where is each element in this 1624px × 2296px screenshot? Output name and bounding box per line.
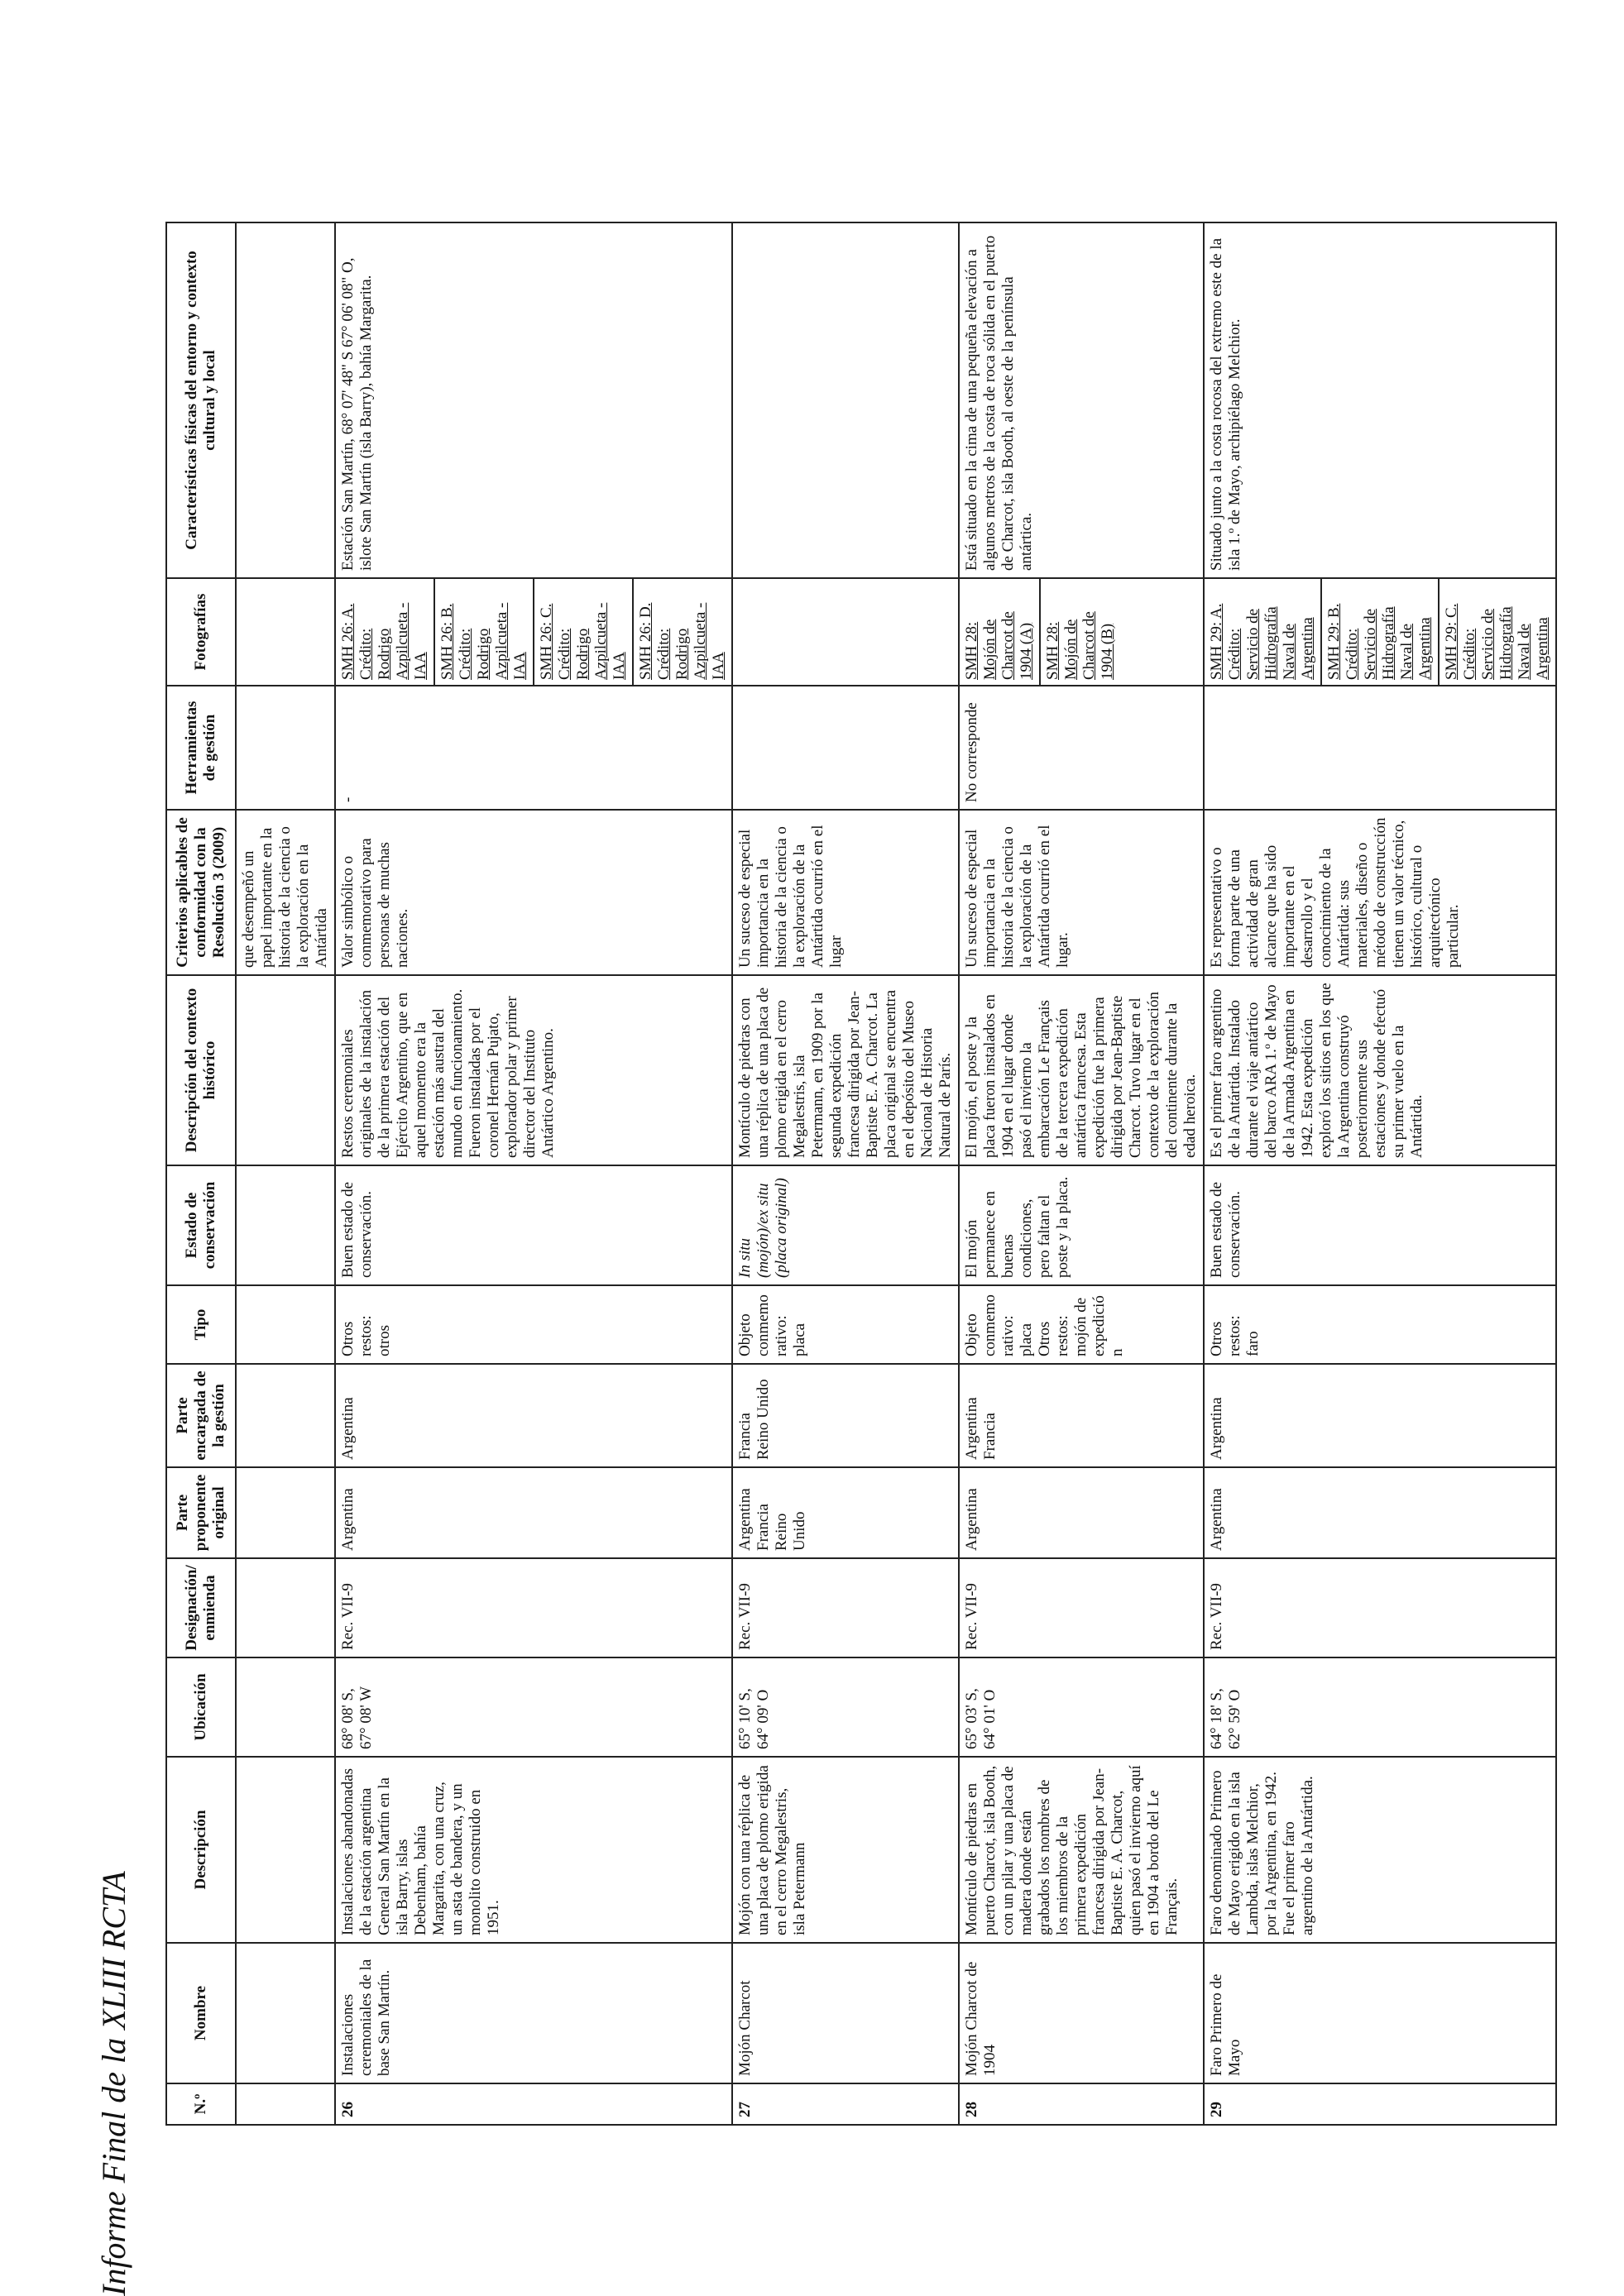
designacion-cell: Rec. VII-9 bbox=[732, 1558, 959, 1657]
photo-link[interactable]: SMH 29: A. Crédito: Servicio de Hidrografía Naval de Argentina bbox=[1205, 579, 1322, 685]
photo-link[interactable]: SMH 29: C. Crédito: Servicio de Hidrografía Naval de Argentina bbox=[1443, 603, 1551, 680]
column-header: Características físicas del entorno y contexto cultural y local bbox=[166, 222, 236, 578]
historic-sites-table-container bbox=[165, 223, 1551, 2126]
proponente-cell: Argentina bbox=[1204, 1467, 1556, 1558]
column-header: Tipo bbox=[166, 1285, 236, 1364]
tipo-cell: Objeto conmemorativo: placa bbox=[732, 1285, 959, 1364]
criterios-cell: Es representativo o forma parte de una actividad de gran alcance que ha sido importante en el desarrollo y el conocimiento de la Antártida: sus materiales, diseño o método de construcción tienen un valor técnico, histórico, cultural o arquitectónico particular. bbox=[1204, 810, 1556, 975]
contexto-cell: Montículo de piedras con una réplica de una placa de plomo erigida en el cerro Megalestris, isla Petermann, en 1909 por la segunda expedición francesa dirigida por Jean-Baptiste E. A. Charcot. La placa original se encuentra en el depósito del Museo Nacional de Historia Natural de París. bbox=[732, 975, 959, 1165]
gestion-cell: Argentina Francia bbox=[959, 1364, 1204, 1467]
contexto-cell: Es el primer faro argentino de la Antártida. Instalado durante el viaje antártico del barco ARA 1.º de Mayo de la Armada Argentina en 1942. Esta expedición exploró los sitios en los que la Argentina construyó posteriormente sus estaciones y donde efectuó su primer vuelo en la Antártida. bbox=[1204, 975, 1556, 1165]
fotografias-cell bbox=[959, 578, 1204, 686]
descripcion-cell: Instalaciones abandonadas de la estación argentina General San Martín en la isla Barry, islas Debenham, bahía Margarita, con una cruz, un asta de bandera, y un monolito construido en 1951. bbox=[335, 1757, 732, 1943]
herramientas-cell bbox=[732, 686, 959, 810]
caracteristicas-cell: Está situado en la cima de una pequeña elevación a algunos metros de la costa de roca sólida en el puerto de Charcot, isla Booth, al oeste de la península antártica. bbox=[959, 222, 1204, 578]
tipo-cell: Otros restos: otros bbox=[335, 1285, 732, 1364]
contexto-cell: El mojón, el poste y la placa fueron instalados en 1904 en el lugar donde pasó el invierno la embarcación Le Français de la tercera expedición antártica francesa. Esta expedición fue la primera dirigida por Jean-Baptiste Charcot. Tuvo lugar en el contexto de la exploración del continente durante la edad heroica. bbox=[959, 975, 1204, 1165]
proponente-cell: Argentina Francia Reino Unido bbox=[732, 1467, 959, 1558]
row-number: 29 bbox=[1204, 2083, 1556, 2125]
caracteristicas-cell: Estación San Martín, 68° 07' 48" S 67° 06' 08" O, islote San Martín (isla Barry), bahía Margarita. bbox=[335, 222, 732, 578]
ubicacion-cell: 64° 18' S, 62° 59' O bbox=[1204, 1657, 1556, 1757]
fotografias-cell bbox=[1204, 578, 1556, 686]
fotografias-cell bbox=[335, 578, 732, 686]
row-number: 27 bbox=[732, 2083, 959, 2125]
descripcion-cell: Mojón con una réplica de una placa de plomo erigida en el cerro Megalestris, isla Petermann bbox=[732, 1757, 959, 1943]
column-header: N.º bbox=[166, 2083, 236, 2125]
photo-link[interactable]: SMH 26: C. Crédito: Rodrigo Azpilcueta - IAA bbox=[534, 579, 634, 685]
table-row bbox=[1204, 222, 1556, 2125]
column-header: Designación/enmienda bbox=[166, 1558, 236, 1657]
historic-sites-table bbox=[165, 222, 1557, 2126]
column-header: Estado de conservación bbox=[166, 1165, 236, 1285]
table-row bbox=[335, 222, 732, 2125]
herramientas-cell: No corresponde bbox=[959, 686, 1204, 810]
table-header-row bbox=[166, 222, 236, 2125]
nombre-cell: Instalaciones ceremoniales de la base San Martín. bbox=[335, 1943, 732, 2083]
estado-cell: El mojón permanece en buenas condiciones, pero faltan el poste y la placa. bbox=[959, 1165, 1204, 1285]
photo-link[interactable]: SMH 29: B. Crédito: Servicio de Hidrografía Naval de Argentina bbox=[1322, 579, 1440, 685]
photo-link[interactable]: SMH 28: Mojón de Charcot de 1904 (B) bbox=[1044, 611, 1116, 680]
photo-link[interactable]: SMH 26: B. Crédito: Rodrigo Azpilcueta - IAA bbox=[435, 579, 534, 685]
estado-cell: Buen estado de conservación. bbox=[1204, 1165, 1556, 1285]
table-row bbox=[959, 222, 1204, 2125]
nombre-cell: Mojón Charcot de 1904 bbox=[959, 1943, 1204, 2083]
nombre-cell: Mojón Charcot bbox=[732, 1943, 959, 2083]
column-header: Parte encargada de la gestión bbox=[166, 1364, 236, 1467]
caracteristicas-cell bbox=[732, 222, 959, 578]
ubicacion-cell: 68° 08' S, 67° 08' W bbox=[335, 1657, 732, 1757]
row-number: 28 bbox=[959, 2083, 1204, 2125]
criterios-cell: que desempeñó un papel importante en la historia de la ciencia o la exploración en la Antártida bbox=[236, 810, 335, 975]
ubicacion-cell: 65° 10' S, 64° 09' O bbox=[732, 1657, 959, 1757]
row-number: 26 bbox=[335, 2083, 732, 2125]
designacion-cell: Rec. VII-9 bbox=[959, 1558, 1204, 1657]
tipo-cell: Objeto conmemorativo: placa Otros restos: mojón de expedición bbox=[959, 1285, 1204, 1364]
column-header: Criterios aplicables de conformidad con la Resolución 3 (2009) bbox=[166, 810, 236, 975]
estado-cell: In situ (mojón)/ex situ (placa original) bbox=[732, 1165, 959, 1285]
photo-link[interactable]: SMH 26: A. Crédito: Rodrigo Azpilcueta - IAA bbox=[336, 579, 435, 685]
gestion-cell: Argentina bbox=[1204, 1364, 1556, 1467]
continuation-row bbox=[236, 222, 335, 2125]
page-header: Informe Final de la XLIII RCTA bbox=[95, 1871, 132, 2296]
criterios-cell: Un suceso de especial importancia en la historia de la ciencia o la exploración de la Antártida ocurrió en el lugar. bbox=[959, 810, 1204, 975]
ubicacion-cell: 65° 03' S, 64° 01' O bbox=[959, 1657, 1204, 1757]
herramientas-cell bbox=[1204, 686, 1556, 810]
column-header: Descripción bbox=[166, 1757, 236, 1943]
column-header: Nombre bbox=[166, 1943, 236, 2083]
gestion-cell: Francia Reino Unido bbox=[732, 1364, 959, 1467]
estado-cell: Buen estado de conservación. bbox=[335, 1165, 732, 1285]
nombre-cell: Faro Primero de Mayo bbox=[1204, 1943, 1556, 2083]
proponente-cell: Argentina bbox=[335, 1467, 732, 1558]
designacion-cell: Rec. VII-9 bbox=[335, 1558, 732, 1657]
column-header: Fotografías bbox=[166, 578, 236, 686]
herramientas-cell: - bbox=[335, 686, 732, 810]
criterios-cell: Un suceso de especial importancia en la historia de la ciencia o la exploración de la Antártida ocurrió en el lugar bbox=[732, 810, 959, 975]
proponente-cell: Argentina bbox=[959, 1467, 1204, 1558]
descripcion-cell: Montículo de piedras en puerto Charcot, isla Booth, con un pilar y una placa de madera donde están grabados los nombres de los miembros de la primera expedición francesa dirigida por Jean-Baptiste E. A. Charcot, quien pasó el invierno aquí en 1904 a bordo del Le Français. bbox=[959, 1757, 1204, 1943]
tipo-cell: Otros restos: faro bbox=[1204, 1285, 1556, 1364]
descripcion-cell: Faro denominado Primero de Mayo erigido en la isla Lambda, islas Melchior, por la Argentina, en 1942. Fue el primer faro argentino de la Antártida. bbox=[1204, 1757, 1556, 1943]
table-row bbox=[732, 222, 959, 2125]
designacion-cell: Rec. VII-9 bbox=[1204, 1558, 1556, 1657]
column-header: Ubicación bbox=[166, 1657, 236, 1757]
fotografias-cell bbox=[732, 578, 959, 686]
column-header: Herramientas de gestión bbox=[166, 686, 236, 810]
criterios-cell: Valor simbólico o conmemorativo para personas de muchas naciones. bbox=[335, 810, 732, 975]
caracteristicas-cell: Situado junto a la costa rocosa del extremo este de la isla 1.º de Mayo, archipiélago Melchior. bbox=[1204, 222, 1556, 578]
contexto-cell: Restos ceremoniales originales de la instalación de la primera estación del Ejército Argentino, que en aquel momento era la estación más austral del mundo en funcionamiento. Fueron instaladas por el coronel Hernán Pujato, explorador polar y primer director del Instituto Antártico Argentino. bbox=[335, 975, 732, 1165]
photo-link[interactable]: SMH 26: D. Crédito: Rodrigo Azpilcueta - IAA bbox=[637, 602, 727, 680]
column-header: Parte proponente original bbox=[166, 1467, 236, 1558]
photo-link[interactable]: SMH 28: Mojón de Charcot de 1904 (A) bbox=[960, 579, 1041, 685]
gestion-cell: Argentina bbox=[335, 1364, 732, 1467]
column-header: Descripción del contexto histórico bbox=[166, 975, 236, 1165]
